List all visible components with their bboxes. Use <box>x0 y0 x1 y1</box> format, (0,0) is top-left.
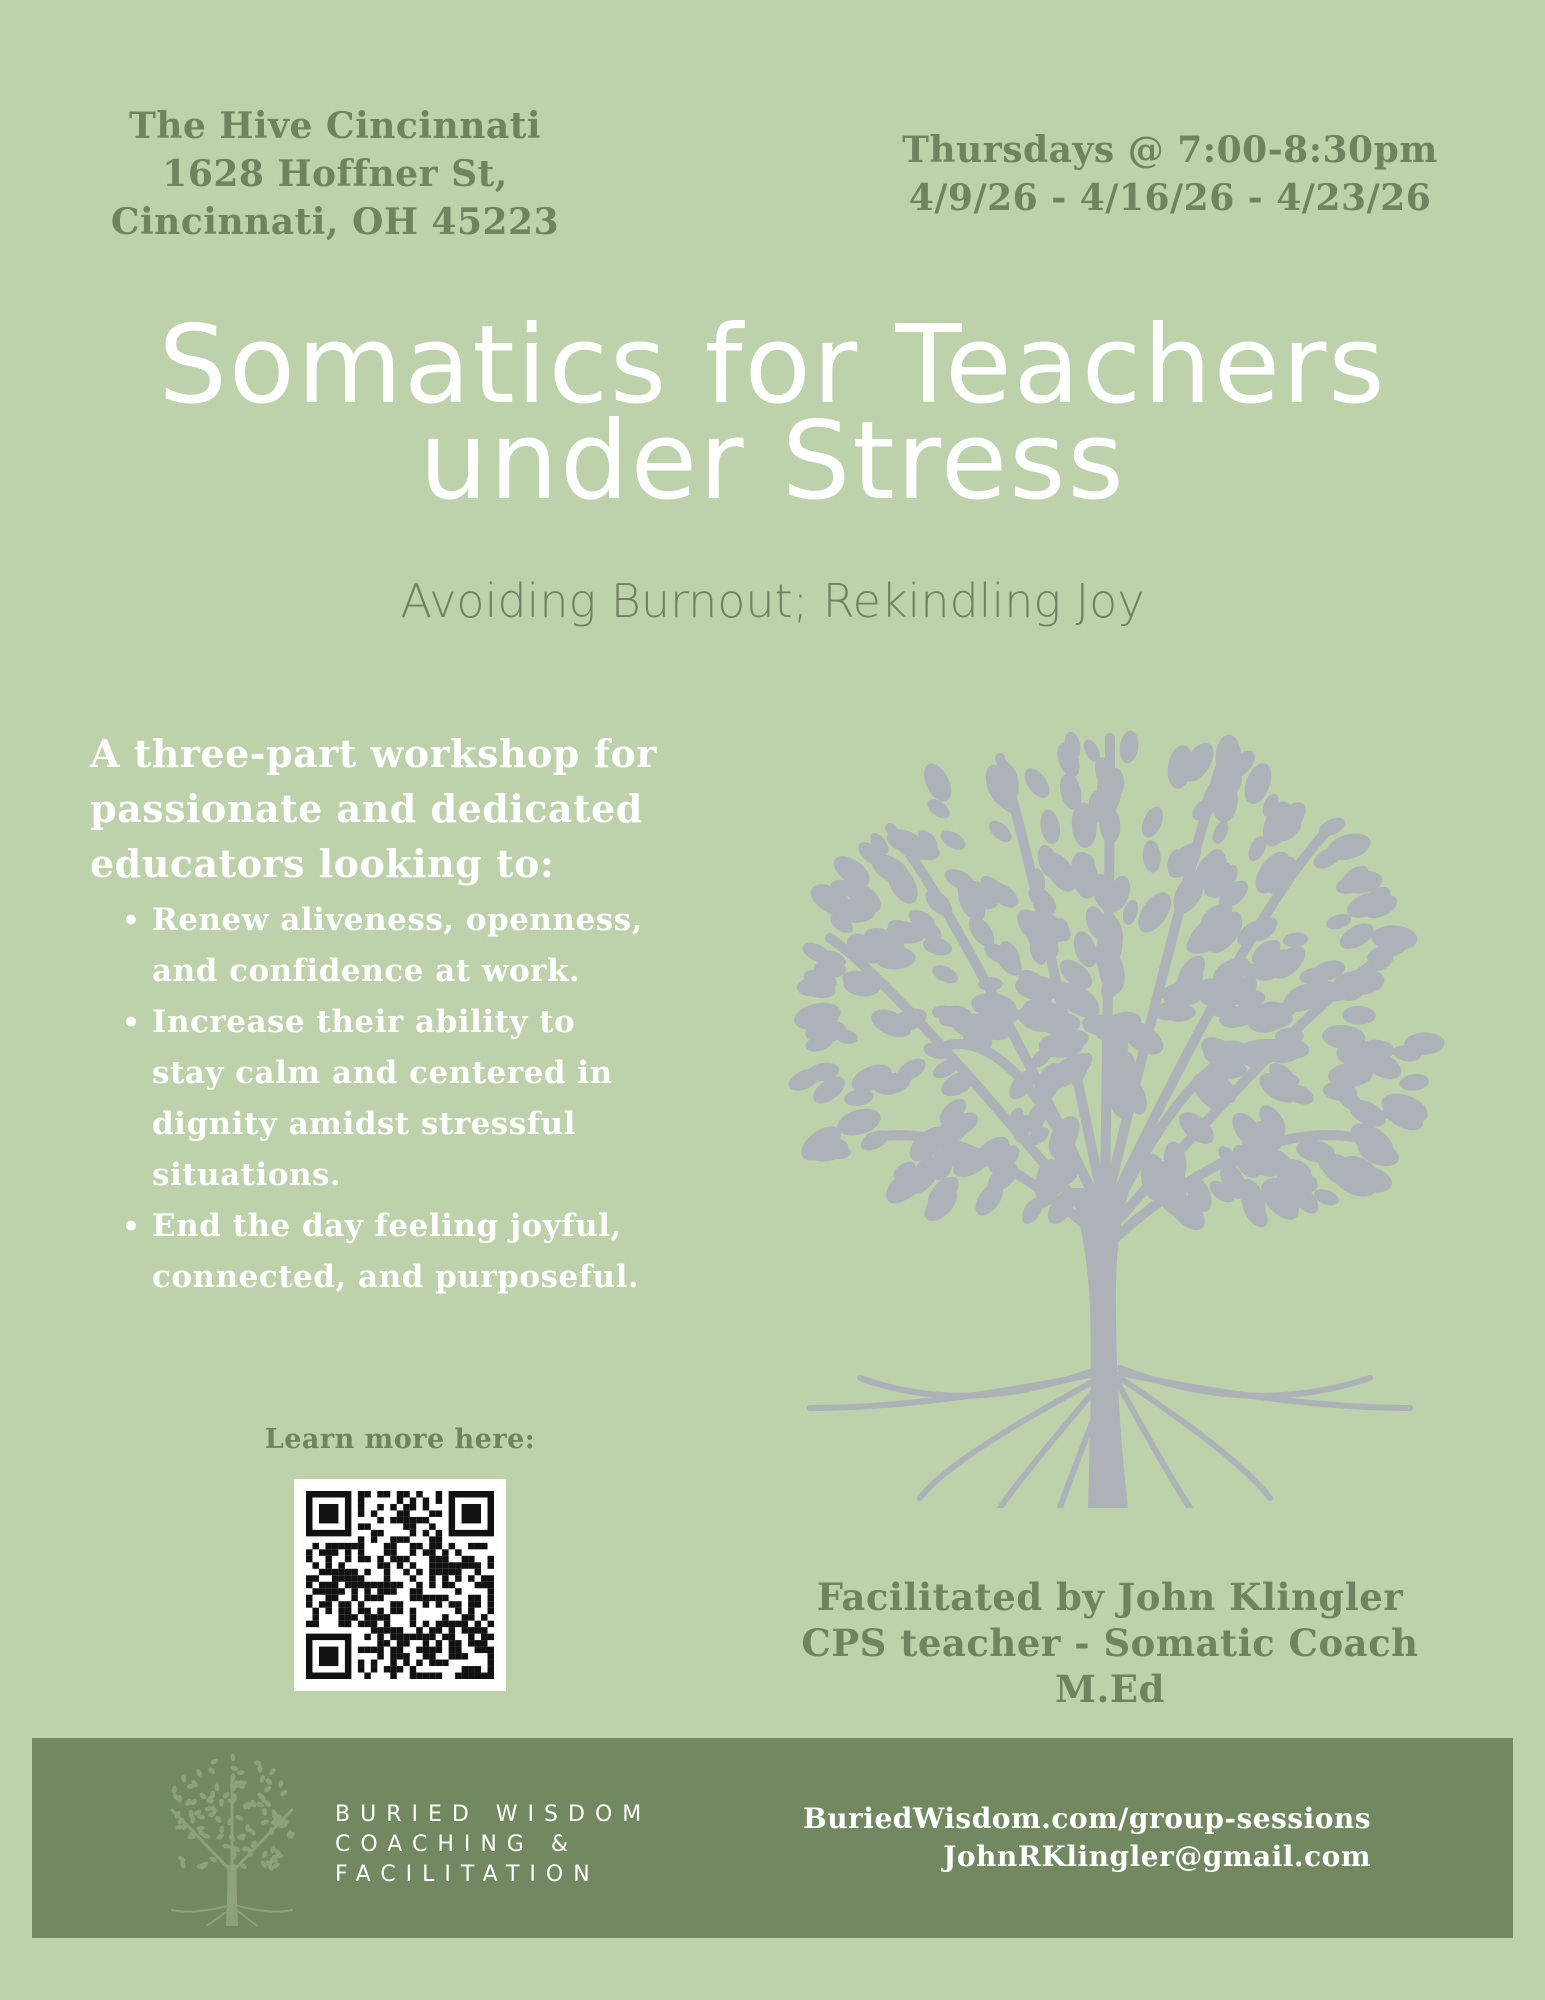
list-item-line: stay calm and centered in <box>152 1055 613 1091</box>
venue-name: The Hive Cincinnati <box>128 105 542 147</box>
intro-line-2: passionate and dedicated <box>90 786 643 831</box>
facilitator-degree: M.Ed <box>1055 1667 1165 1711</box>
qr-code-icon[interactable] <box>294 1479 506 1691</box>
facilitator-name: Facilitated by John Klingler <box>816 1575 1404 1619</box>
title-line-2: under Stress <box>419 399 1126 524</box>
facilitator-role: CPS teacher - Somatic Coach <box>801 1621 1419 1665</box>
footer-band <box>32 1738 1513 1938</box>
list-item-line: and confidence at work. <box>152 953 581 989</box>
brand-logo <box>152 1750 312 1930</box>
brand-line-1: BURIED WISDOM <box>335 1802 652 1827</box>
venue-address <box>90 102 580 246</box>
brand-line-2: COACHING & <box>335 1832 578 1857</box>
subtitle: Avoiding Burnout; Rekindling Joy <box>400 574 1145 628</box>
schedule-dates: 4/9/26 - 4/16/26 - 4/23/26 <box>908 177 1432 219</box>
venue-city: Cincinnati, OH 45223 <box>110 201 560 243</box>
list-item <box>116 1201 706 1303</box>
list-item-line: • Increase their ability to <box>152 1004 576 1040</box>
venue-street: 1628 Hoffner St, <box>162 153 508 195</box>
brand-line-3: FACILITATION <box>335 1862 600 1887</box>
tree-logo-icon <box>152 1750 312 1926</box>
intro-line-3: educators looking to: <box>90 841 555 886</box>
intro-text <box>90 726 710 891</box>
learn-more-label: Learn more here: <box>264 1424 536 1455</box>
schedule <box>850 126 1490 222</box>
page-title <box>0 303 1545 524</box>
email-link[interactable]: JohnRKlingler@gmail.com <box>943 1840 1371 1873</box>
facilitator-info <box>780 1574 1440 1712</box>
list-item-line: connected, and purposeful. <box>152 1259 640 1295</box>
list-item <box>116 997 706 1201</box>
tree-illustration <box>770 718 1470 1512</box>
list-item-line: dignity amidst stressful <box>152 1106 576 1142</box>
brand-name <box>335 1800 651 1890</box>
list-item <box>116 895 706 997</box>
intro-line-1: A three-part workshop for <box>90 731 657 776</box>
list-item-line: situations. <box>152 1157 342 1193</box>
contact-info <box>803 1800 1371 1876</box>
qr-code[interactable] <box>294 1479 506 1691</box>
list-item-line: • Renew aliveness, openness, <box>152 902 643 938</box>
tree-icon <box>770 718 1470 1508</box>
website-link[interactable]: BuriedWisdom.com/group-sessions <box>803 1802 1371 1835</box>
title-line-1: Somatics for Teachers <box>158 303 1387 428</box>
list-item-line: • End the day feeling joyful, <box>152 1208 622 1244</box>
benefits-list <box>116 895 706 1303</box>
schedule-time: Thursdays @ 7:00-8:30pm <box>902 129 1438 171</box>
